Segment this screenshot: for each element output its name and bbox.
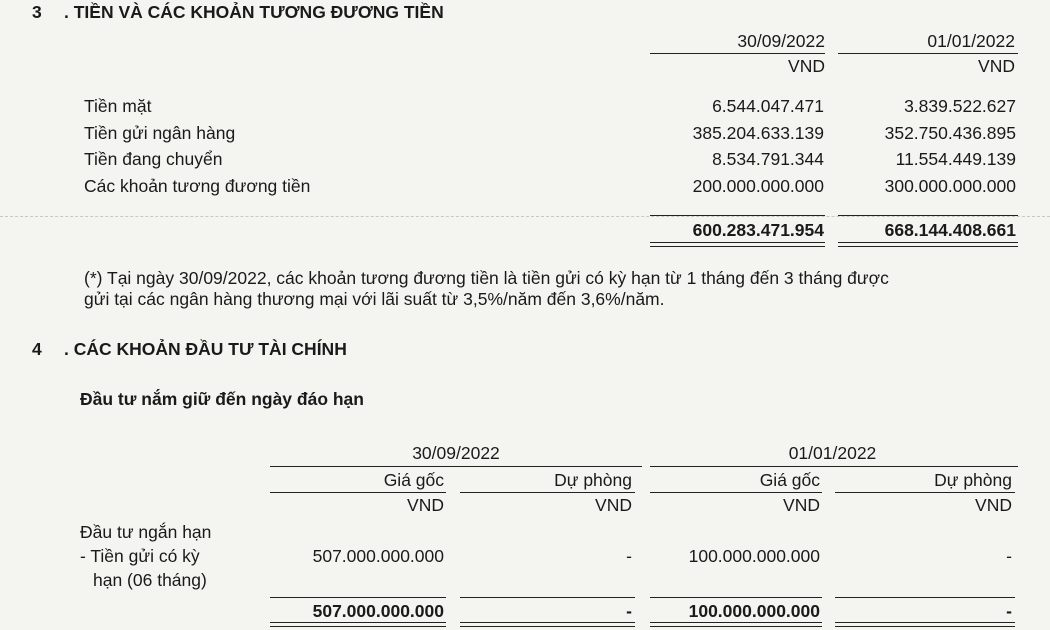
s4-date-group-1: 30/09/2022 xyxy=(412,443,500,463)
s3-row-value-2: 300.000.000.000 xyxy=(884,176,1016,196)
s4-unit-2: VND xyxy=(595,495,632,515)
section-3-title: . TIỀN VÀ CÁC KHOẢN TƯƠNG ĐƯƠNG TIỀN xyxy=(64,2,444,22)
s3-row-value-2: 3.839.522.627 xyxy=(904,96,1016,116)
s4-item-value-1: 507.000.000.000 xyxy=(312,546,444,566)
s3-note-line-2: gửi tại các ngân hàng thương mại với lãi suất từ 3,5%/năm đến 3,6%/năm. xyxy=(84,289,665,309)
s3-col2-date: 01/01/2022 xyxy=(927,31,1015,51)
s4-total-rule-4 xyxy=(835,597,1015,598)
s4-total-value-1: 507.000.000.000 xyxy=(312,601,444,621)
s4-total-double-rule-3 xyxy=(650,622,822,627)
s4-sub-rule-3 xyxy=(650,492,822,493)
s4-item-value-2: - xyxy=(626,546,632,566)
s4-item-value-3: 100.000.000.000 xyxy=(688,546,820,566)
s3-total-rule-1 xyxy=(650,215,825,216)
s4-total-rule-3 xyxy=(650,597,822,598)
s4-subcol-provision-1: Dự phòng xyxy=(554,470,632,490)
s4-unit-1: VND xyxy=(407,495,444,515)
s3-row-label: Tiền mặt xyxy=(84,96,152,116)
s4-date-group-2: 01/01/2022 xyxy=(788,443,877,463)
s3-row-label: Tiền gửi ngân hàng xyxy=(84,123,236,143)
s4-group-label: Đầu tư ngắn hạn xyxy=(80,522,212,542)
s3-row-label: Các khoản tương đương tiền xyxy=(84,176,311,196)
s3-row-value-1: 385.204.633.139 xyxy=(692,123,824,143)
s4-total-double-rule-4 xyxy=(835,622,1015,627)
s4-item-value-4: - xyxy=(1006,546,1012,566)
s3-col2-header-rule xyxy=(838,53,1018,54)
s3-row-value-2: 352.750.436.895 xyxy=(884,123,1016,143)
s3-row-label: Tiền đang chuyển xyxy=(84,149,223,169)
s4-sub-rule-4 xyxy=(835,492,1015,493)
section-4-title: . CÁC KHOẢN ĐẦU TƯ TÀI CHÍNH xyxy=(64,339,347,359)
s4-date-rule-2 xyxy=(650,466,1018,467)
s3-total-value-1: 600.283.471.954 xyxy=(692,220,824,240)
s4-total-value-2: - xyxy=(626,601,632,621)
s4-unit-4: VND xyxy=(975,495,1012,515)
page-fold-line xyxy=(0,216,1050,217)
section-3-number: 3 xyxy=(32,2,42,22)
s4-unit-3: VND xyxy=(783,495,820,515)
s4-sub-rule-1 xyxy=(270,492,446,493)
s3-total-double-rule-1 xyxy=(650,242,825,247)
s3-total-value-2: 668.144.408.661 xyxy=(884,220,1016,240)
s3-row-value-1: 6.544.047.471 xyxy=(712,96,824,116)
s3-col1-unit: VND xyxy=(788,56,825,76)
s3-note-line-1: (*) Tại ngày 30/09/2022, các khoản tương đương tiền là tiền gửi có kỳ hạn từ 1 tháng đến 3 tháng được xyxy=(84,268,889,288)
s3-row-value-1: 8.534.791.344 xyxy=(712,149,824,169)
s4-total-rule-1 xyxy=(270,597,446,598)
s3-total-double-rule-2 xyxy=(838,242,1018,247)
section-4-number: 4 xyxy=(32,339,42,359)
s3-row-value-2: 11.554.449.139 xyxy=(895,149,1016,169)
s4-subcol-cost-2: Giá gốc xyxy=(759,470,820,490)
s4-total-double-rule-2 xyxy=(460,622,635,627)
s4-sub-rule-2 xyxy=(460,492,635,493)
s3-col2-unit: VND xyxy=(978,56,1015,76)
s4-total-double-rule-1 xyxy=(270,622,446,627)
s4-total-rule-2 xyxy=(460,597,635,598)
s4-date-rule-1 xyxy=(270,466,642,467)
s4-total-value-3: 100.000.000.000 xyxy=(688,601,820,621)
s4-subcol-cost-1: Giá gốc xyxy=(383,470,444,490)
section-4-subtitle: Đầu tư nắm giữ đến ngày đáo hạn xyxy=(80,389,364,409)
s4-item-label-line-1: - Tiền gửi có kỳ xyxy=(80,546,200,566)
s3-col1-date: 30/09/2022 xyxy=(737,31,825,51)
s4-subcol-provision-2: Dự phòng xyxy=(934,470,1012,490)
s3-col1-header-rule xyxy=(650,53,825,54)
s4-item-label-line-2: hạn (06 tháng) xyxy=(93,570,207,590)
s4-total-value-4: - xyxy=(1006,601,1012,621)
s3-row-value-1: 200.000.000.000 xyxy=(692,176,824,196)
s3-total-rule-2 xyxy=(838,215,1018,216)
